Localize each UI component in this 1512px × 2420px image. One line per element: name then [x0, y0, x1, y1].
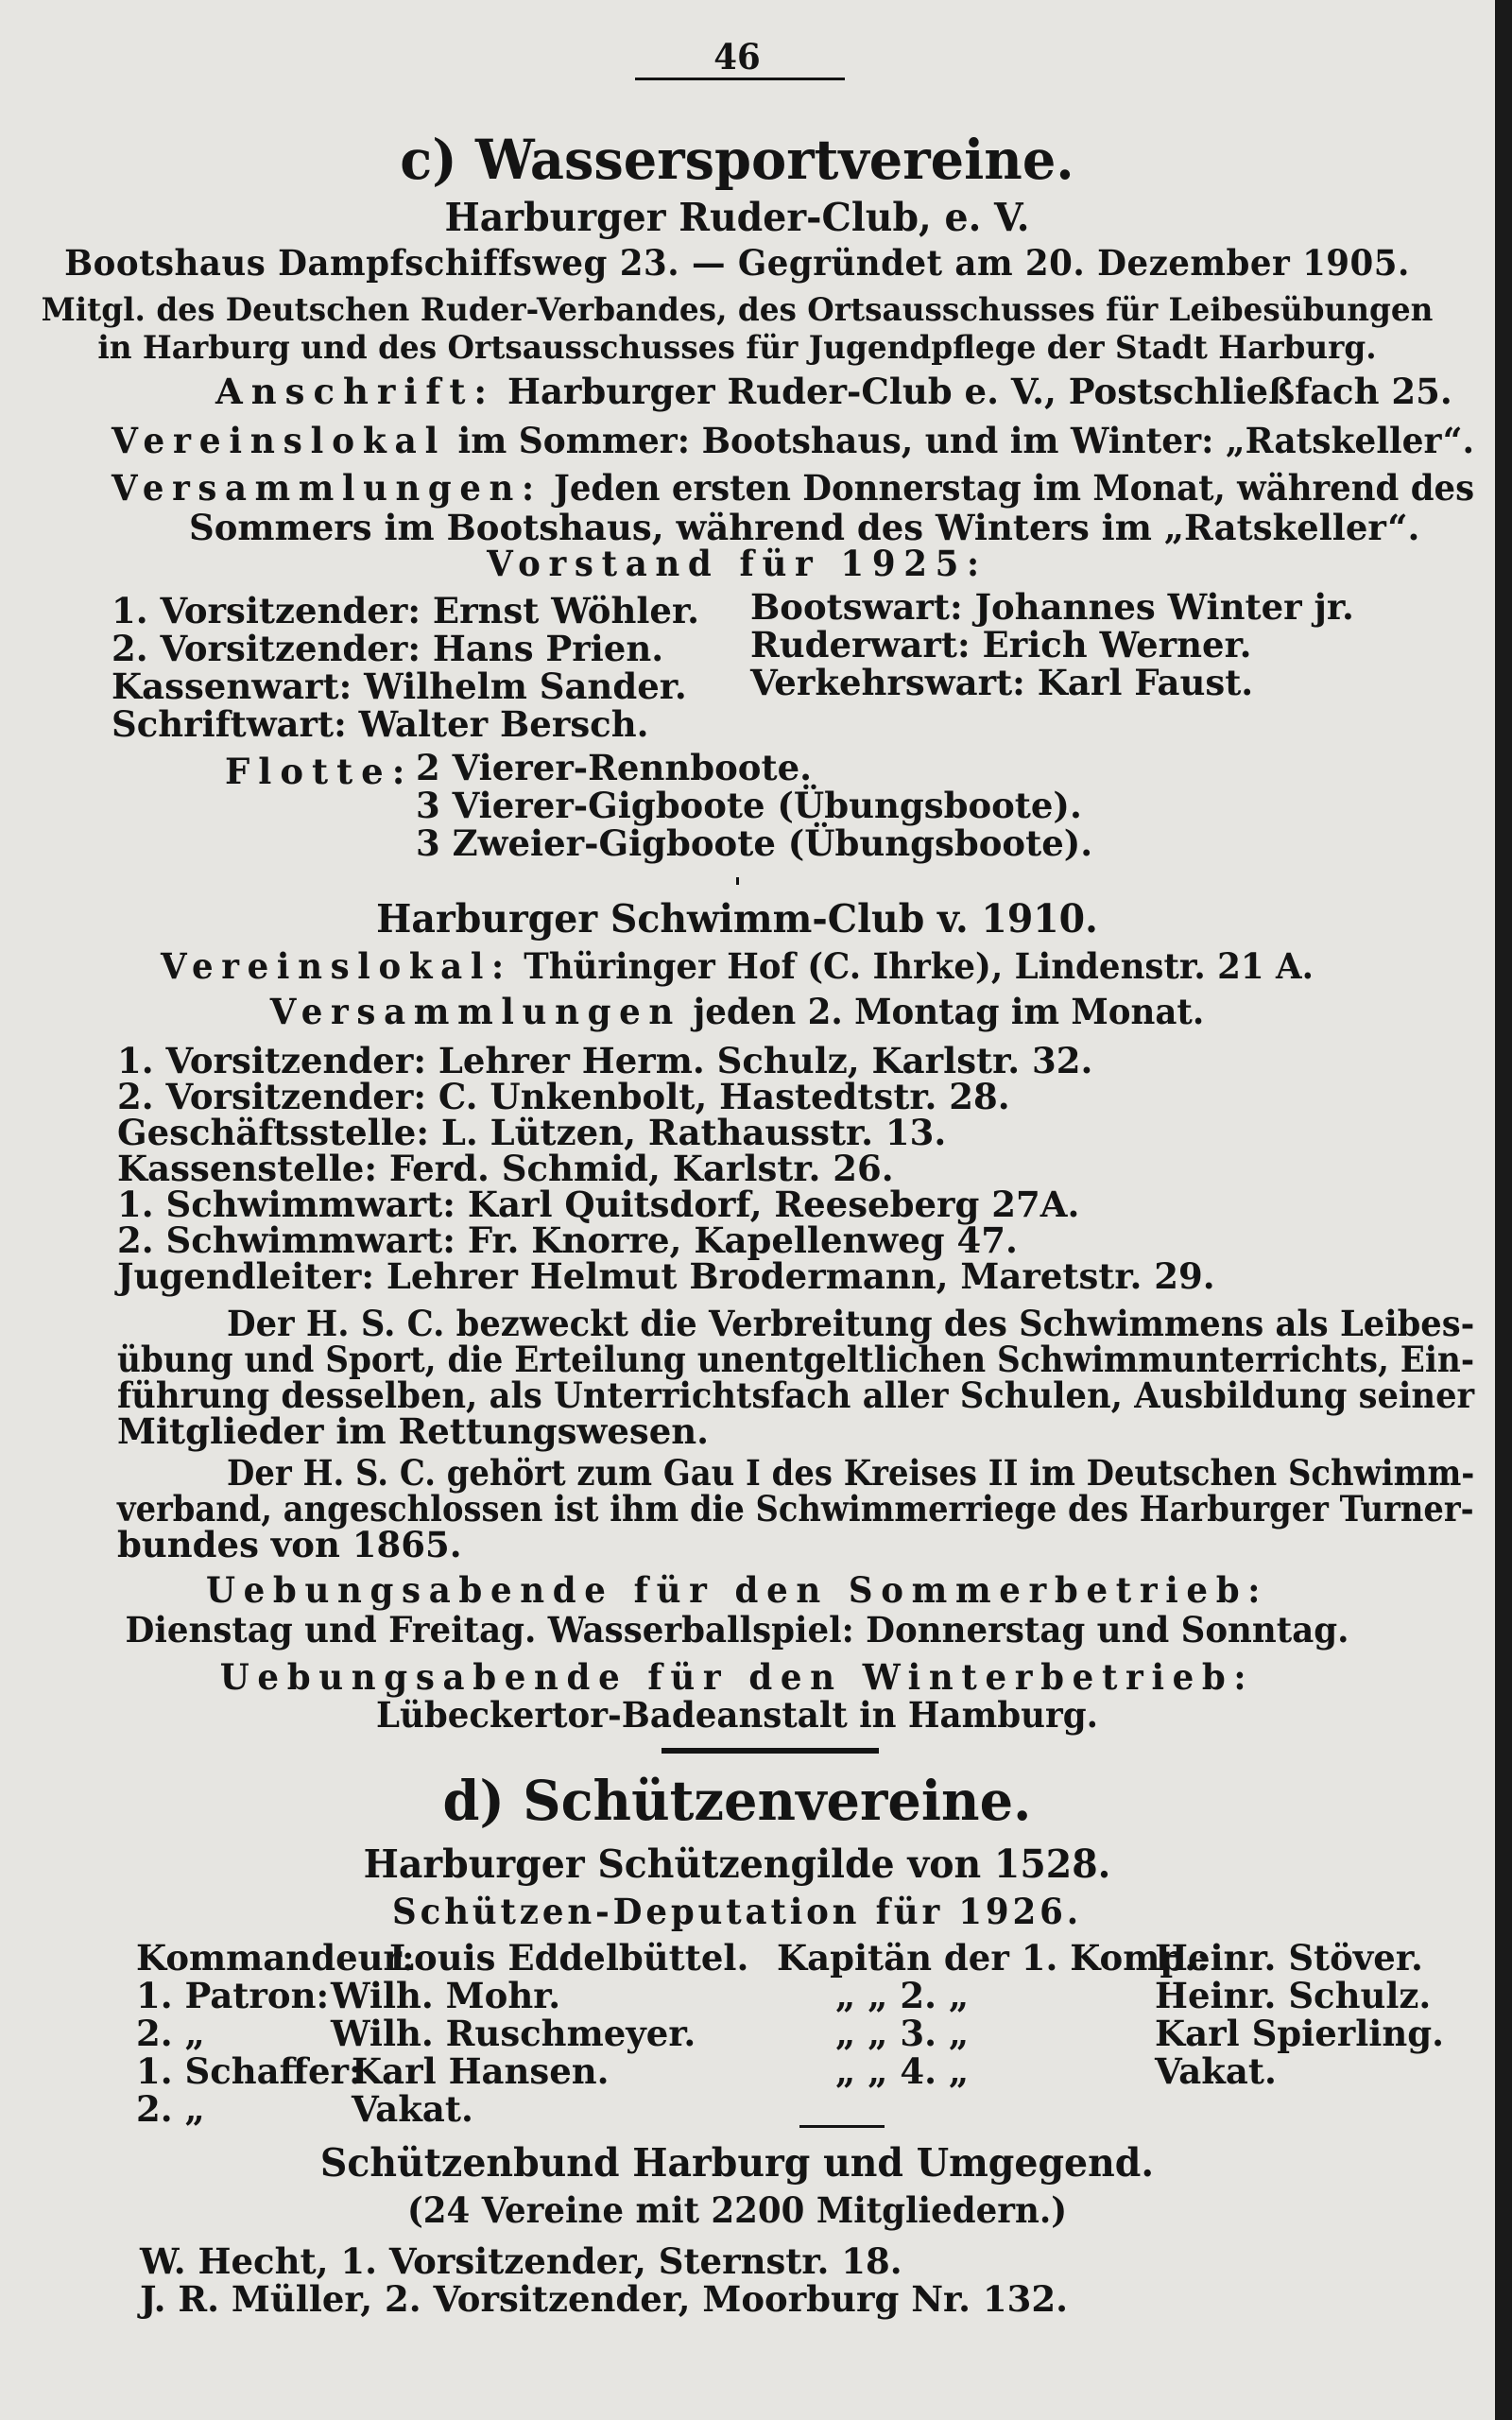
section-d-title: d) Schützenvereine.: [442, 1769, 1032, 1833]
sommer-text: Dienstag und Freitag. Wasserballspiel: Donnerstag und Sonntag.: [125, 1609, 1349, 1651]
schwimm-lokal-value: Thüringer Hof (C. Ihrke), Lindenstr. 21 A.: [524, 945, 1314, 987]
dep-r5-label: 2. „: [136, 2088, 205, 2130]
winter-heading: Uebungsabende für den Winterbetrieb:: [219, 1656, 1255, 1698]
schwimm-para2-1: Der H. S. C. gehört zum Gau I des Kreises II im Deutschen Schwimm-: [227, 1452, 1475, 1494]
dep-r1-holder: Heinr. Stöver.: [1155, 1937, 1423, 1979]
schwimm-vers-value: jeden 2. Montag im Monat.: [693, 991, 1205, 1032]
dep-r3-label: 2. „: [136, 2013, 205, 2054]
flotte-2: 3 Vierer-Gigboote (Übungsboote).: [416, 785, 1082, 826]
flotte-3: 3 Zweier-Gigboote (Übungsboote).: [416, 822, 1093, 864]
schwimm-para1-3: führung desselben, als Unterrichtsfach aller Schulen, Ausbildung seiner: [117, 1374, 1475, 1416]
header-rule: [635, 78, 845, 80]
gilde-deputation: Schützen-Deputation für 1926.: [392, 1891, 1082, 1932]
schwimm-officer-1: 1. Vorsitzender: Lehrer Herm. Schulz, Karlstr. 32.: [117, 1040, 1093, 1081]
vorstand-right-3: Verkehrswart: Karl Faust.: [750, 662, 1254, 703]
vorstand-left-3: Kassenwart: Wilhelm Sander.: [112, 666, 687, 707]
vereinslokal-label: Vereinslokal: [112, 420, 447, 461]
ruder-versammlungen: [112, 467, 1474, 509]
ruder-address: Bootshaus Dampfschiffsweg 23. — Gegründet am 20. Dezember 1905.: [64, 242, 1410, 284]
vorstand-heading: Vorstand für 1925:: [487, 543, 988, 584]
bund-line-1: W. Hecht, 1. Vorsitzender, Sternstr. 18.: [140, 2240, 902, 2282]
table-rule: [799, 2125, 885, 2128]
dep-r2-name: Wilh. Mohr.: [331, 1975, 561, 2016]
dep-r2-komp: „ „ 2. „: [835, 1975, 970, 2016]
anschrift-label: Anschrift:: [215, 371, 496, 412]
schwimm-para1-1: Der H. S. C. bezweckt die Verbreitung des Schwimmens als Leibes-: [227, 1303, 1475, 1344]
section-c-title: c) Wassersportvereine.: [400, 128, 1074, 192]
dep-r4-holder: Vakat.: [1155, 2050, 1277, 2092]
bund-line-2: J. R. Müller, 2. Vorsitzender, Moorburg Nr. 132.: [140, 2278, 1068, 2320]
ruder-membership-1: Mitgl. des Deutschen Ruder-Verbandes, des Ortsausschusses für Leibesübungen: [41, 291, 1434, 329]
schwimm-officer-5: 1. Schwimmwart: Karl Quitsdorf, Reeseberg 27A.: [117, 1184, 1080, 1225]
dep-r4-name: Karl Hansen.: [352, 2050, 610, 2092]
schwimm-vereinslokal: [28, 945, 1446, 987]
schwimm-para2-2: verband, angeschlossen ist ihm die Schwimmerriege des Harburger Turner-: [117, 1488, 1474, 1530]
dep-r1-label: Kommandeur:: [136, 1937, 415, 1979]
versammlungen-value: Jeden ersten Donnerstag im Monat, während des: [554, 467, 1475, 509]
schwimm-para2-3: bundes von 1865.: [117, 1524, 462, 1565]
vorstand-left-1: 1. Vorsitzender: Ernst Wöhler.: [112, 590, 699, 631]
schwimm-officer-3: Geschäftsstelle: L. Lützen, Rathausstr. 13.: [117, 1112, 947, 1153]
ruder-membership-2: in Harburg und des Ortsausschusses für Jugendpflege der Stadt Harburg.: [97, 329, 1377, 367]
winter-text: Lübeckertor-Badeanstalt in Hamburg.: [375, 1694, 1098, 1736]
anschrift-value: Harburger Ruder-Club e. V., Postschließfach 25.: [507, 371, 1452, 412]
schwimm-lokal-label: Vereinslokal:: [160, 945, 512, 987]
bund-members: (24 Vereine mit 2200 Mitgliedern.): [406, 2189, 1068, 2231]
ruder-club-name: Harburger Ruder-Club, e. V.: [444, 195, 1030, 240]
bund-name: Schützenbund Harburg und Umgegend.: [319, 2140, 1155, 2186]
ruder-anschrift: [215, 371, 1452, 412]
vorstand-left-2: 2. Vorsitzender: Hans Prien.: [112, 628, 664, 669]
ruder-vereinslokal: [112, 420, 1474, 461]
flotte-label: Flotte:: [225, 751, 414, 792]
page-edge-shadow: [1495, 0, 1512, 2420]
dep-r1-name: Louis Eddelbüttel.: [389, 1937, 749, 1979]
schwimm-officer-6: 2. Schwimmwart: Fr. Knorre, Kapellenweg 47.: [117, 1219, 1018, 1261]
section-rule: [662, 1748, 879, 1754]
separator-dot: [736, 877, 739, 885]
schwimm-club-name: Harburger Schwimm-Club v. 1910.: [376, 896, 1098, 942]
schwimm-officer-4: Kassenstelle: Ferd. Schmid, Karlstr. 26.: [117, 1148, 894, 1189]
schwimm-officer-7: Jugendleiter: Lehrer Helmut Brodermann, Maretstr. 29.: [117, 1255, 1215, 1297]
sommer-heading: Uebungsabende für den Sommerbetrieb:: [205, 1569, 1269, 1611]
vorstand-right-2: Ruderwart: Erich Werner.: [750, 624, 1252, 666]
schwimm-vers-label: Versammlungen: [269, 991, 681, 1032]
dep-r3-holder: Karl Spierling.: [1155, 2013, 1445, 2054]
dep-r1-komp: Kapitän der 1. Komp.:: [777, 1937, 1210, 1979]
dep-r2-label: 1. Patron:: [136, 1975, 330, 2016]
dep-r5-name: Vakat.: [352, 2088, 473, 2130]
dep-r4-label: 1. Schaffer:: [136, 2050, 362, 2092]
dep-r2-holder: Heinr. Schulz.: [1155, 1975, 1432, 2016]
schwimm-para1-2: übung und Sport, die Erteilung unentgeltlichen Schwimmunterrichts, Ein-: [117, 1339, 1475, 1380]
schwimm-officer-2: 2. Vorsitzender: C. Unkenbolt, Hastedtstr. 28.: [117, 1076, 1010, 1117]
schwimm-para1-4: Mitglieder im Rettungswesen.: [117, 1410, 710, 1452]
deputation-table: [0, 1938, 1474, 2136]
gilde-name: Harburger Schützengilde von 1528.: [363, 1841, 1111, 1887]
page-number: 46: [713, 36, 761, 78]
dep-r4-komp: „ „ 4. „: [835, 2050, 970, 2092]
vorstand-left-4: Schriftwart: Walter Bersch.: [112, 703, 649, 745]
vorstand-right-1: Bootswart: Johannes Winter jr.: [750, 586, 1354, 628]
ruder-versammlungen-cont: Sommers im Bootshaus, während des Winters im „Ratskeller“.: [189, 507, 1420, 548]
dep-r3-name: Wilh. Ruschmeyer.: [331, 2013, 696, 2054]
vereinslokal-value: im Sommer: Bootshaus, und im Winter: „Ratskeller“.: [457, 420, 1475, 461]
flotte-1: 2 Vierer-Rennboote.: [416, 747, 812, 788]
schwimm-versammlungen: [28, 991, 1446, 1032]
dep-r3-komp: „ „ 3. „: [835, 2013, 970, 2054]
versammlungen-label: Versammlungen:: [112, 467, 542, 509]
